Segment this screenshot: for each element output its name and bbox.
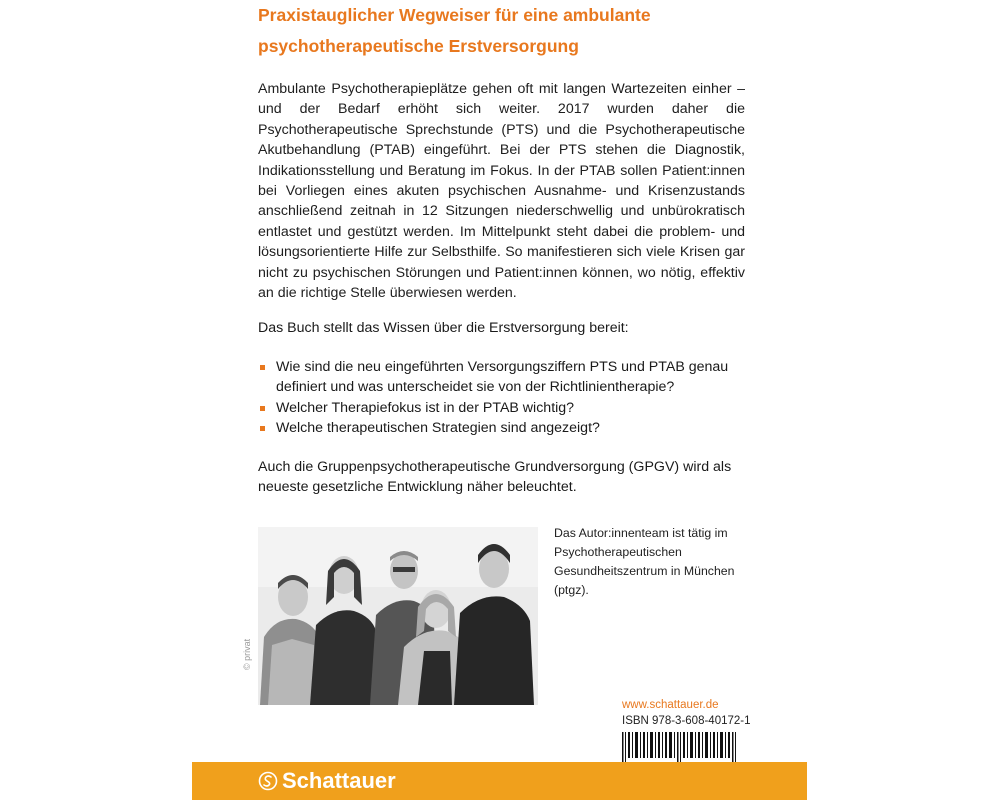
- bullet-square-icon: [260, 406, 265, 411]
- intro-paragraph: Ambulante Psychotherapieplätze gehen oft mit langen Wartezeiten einher – und der Bedarf erhöht sich weiter. 2017 wurden daher die Psychotherapeutische Sprechstunde (PTS) und die Psychotherapeutische Akutbehandlung (PTAB) eingeführt. Bei der PTS stehen die Diagnostik, Indikationsstellung und Beratung im Fokus. In der PTAB sollen Patient:innen bei Vorliegen eines akuten psychischen Ausnahme- und Krisenzustands anschließend zeitnah in 12 Sitzungen niederschwellig und unbürokratisch entlastet und gestützt werden. Im Mittelpunkt steht dabei die problem- und lösungsorientierte Hilfe zur Selbsthilfe. So manifestieren sich viele Krisen gar nicht zu psychischen Störungen und Patient:innen können, wo nötig, effektiv an die richtige Stelle überwiesen werden.: [258, 81, 745, 302]
- publisher-footer-bar: [192, 762, 807, 800]
- bullet-square-icon: [260, 426, 265, 431]
- bullet-text: Welche therapeutischen Strategien sind angezeigt?: [276, 420, 600, 437]
- bullet-list: [258, 357, 753, 439]
- publisher-url[interactable]: www.schattauer.de: [622, 699, 719, 711]
- publisher-logo: [258, 767, 396, 795]
- author-caption: Das Autor:innenteam ist tätig im Psychotherapeutischen Gesundheitszentrum in München (ptgz).: [554, 526, 735, 597]
- bullet-square-icon: [260, 365, 265, 370]
- bullet-item: [258, 398, 753, 418]
- isbn-barcode: [622, 732, 738, 762]
- closing-paragraph: Auch die Gruppenpsychotherapeutische Grundversorgung (GPGV) wird als neueste gesetzliche Entwicklung näher beleuchtet.: [258, 459, 732, 496]
- barcode-graphic: [622, 732, 738, 762]
- bullet-text: Wie sind die neu eingeführten Versorgungsziffern PTS und PTAB genau definiert und was unterscheidet sie von der Richtlinientherapie?: [276, 359, 729, 396]
- photo-credit: © privat: [242, 638, 252, 670]
- author-team-photo: [258, 527, 538, 705]
- headline-line-1: Praxistauglicher Wegweiser für eine ambulante: [258, 5, 651, 25]
- book-back-cover: [192, 0, 807, 800]
- lead-sentence: Das Buch stellt das Wissen über die Erstversorgung bereit:: [258, 320, 629, 336]
- headline: [258, 0, 778, 62]
- bullet-text: Welcher Therapiefokus ist in der PTAB wichtig?: [276, 399, 575, 416]
- publisher-name: Schattauer: [282, 768, 396, 793]
- schattauer-logo-icon: [258, 771, 278, 791]
- bullet-item: [258, 357, 753, 398]
- bullet-item: [258, 418, 753, 438]
- headline-line-2: psychotherapeutische Erstversorgung: [258, 36, 579, 56]
- isbn: ISBN 978-3-608-40172-1: [622, 715, 751, 727]
- author-team-photo-illustration: [258, 527, 538, 705]
